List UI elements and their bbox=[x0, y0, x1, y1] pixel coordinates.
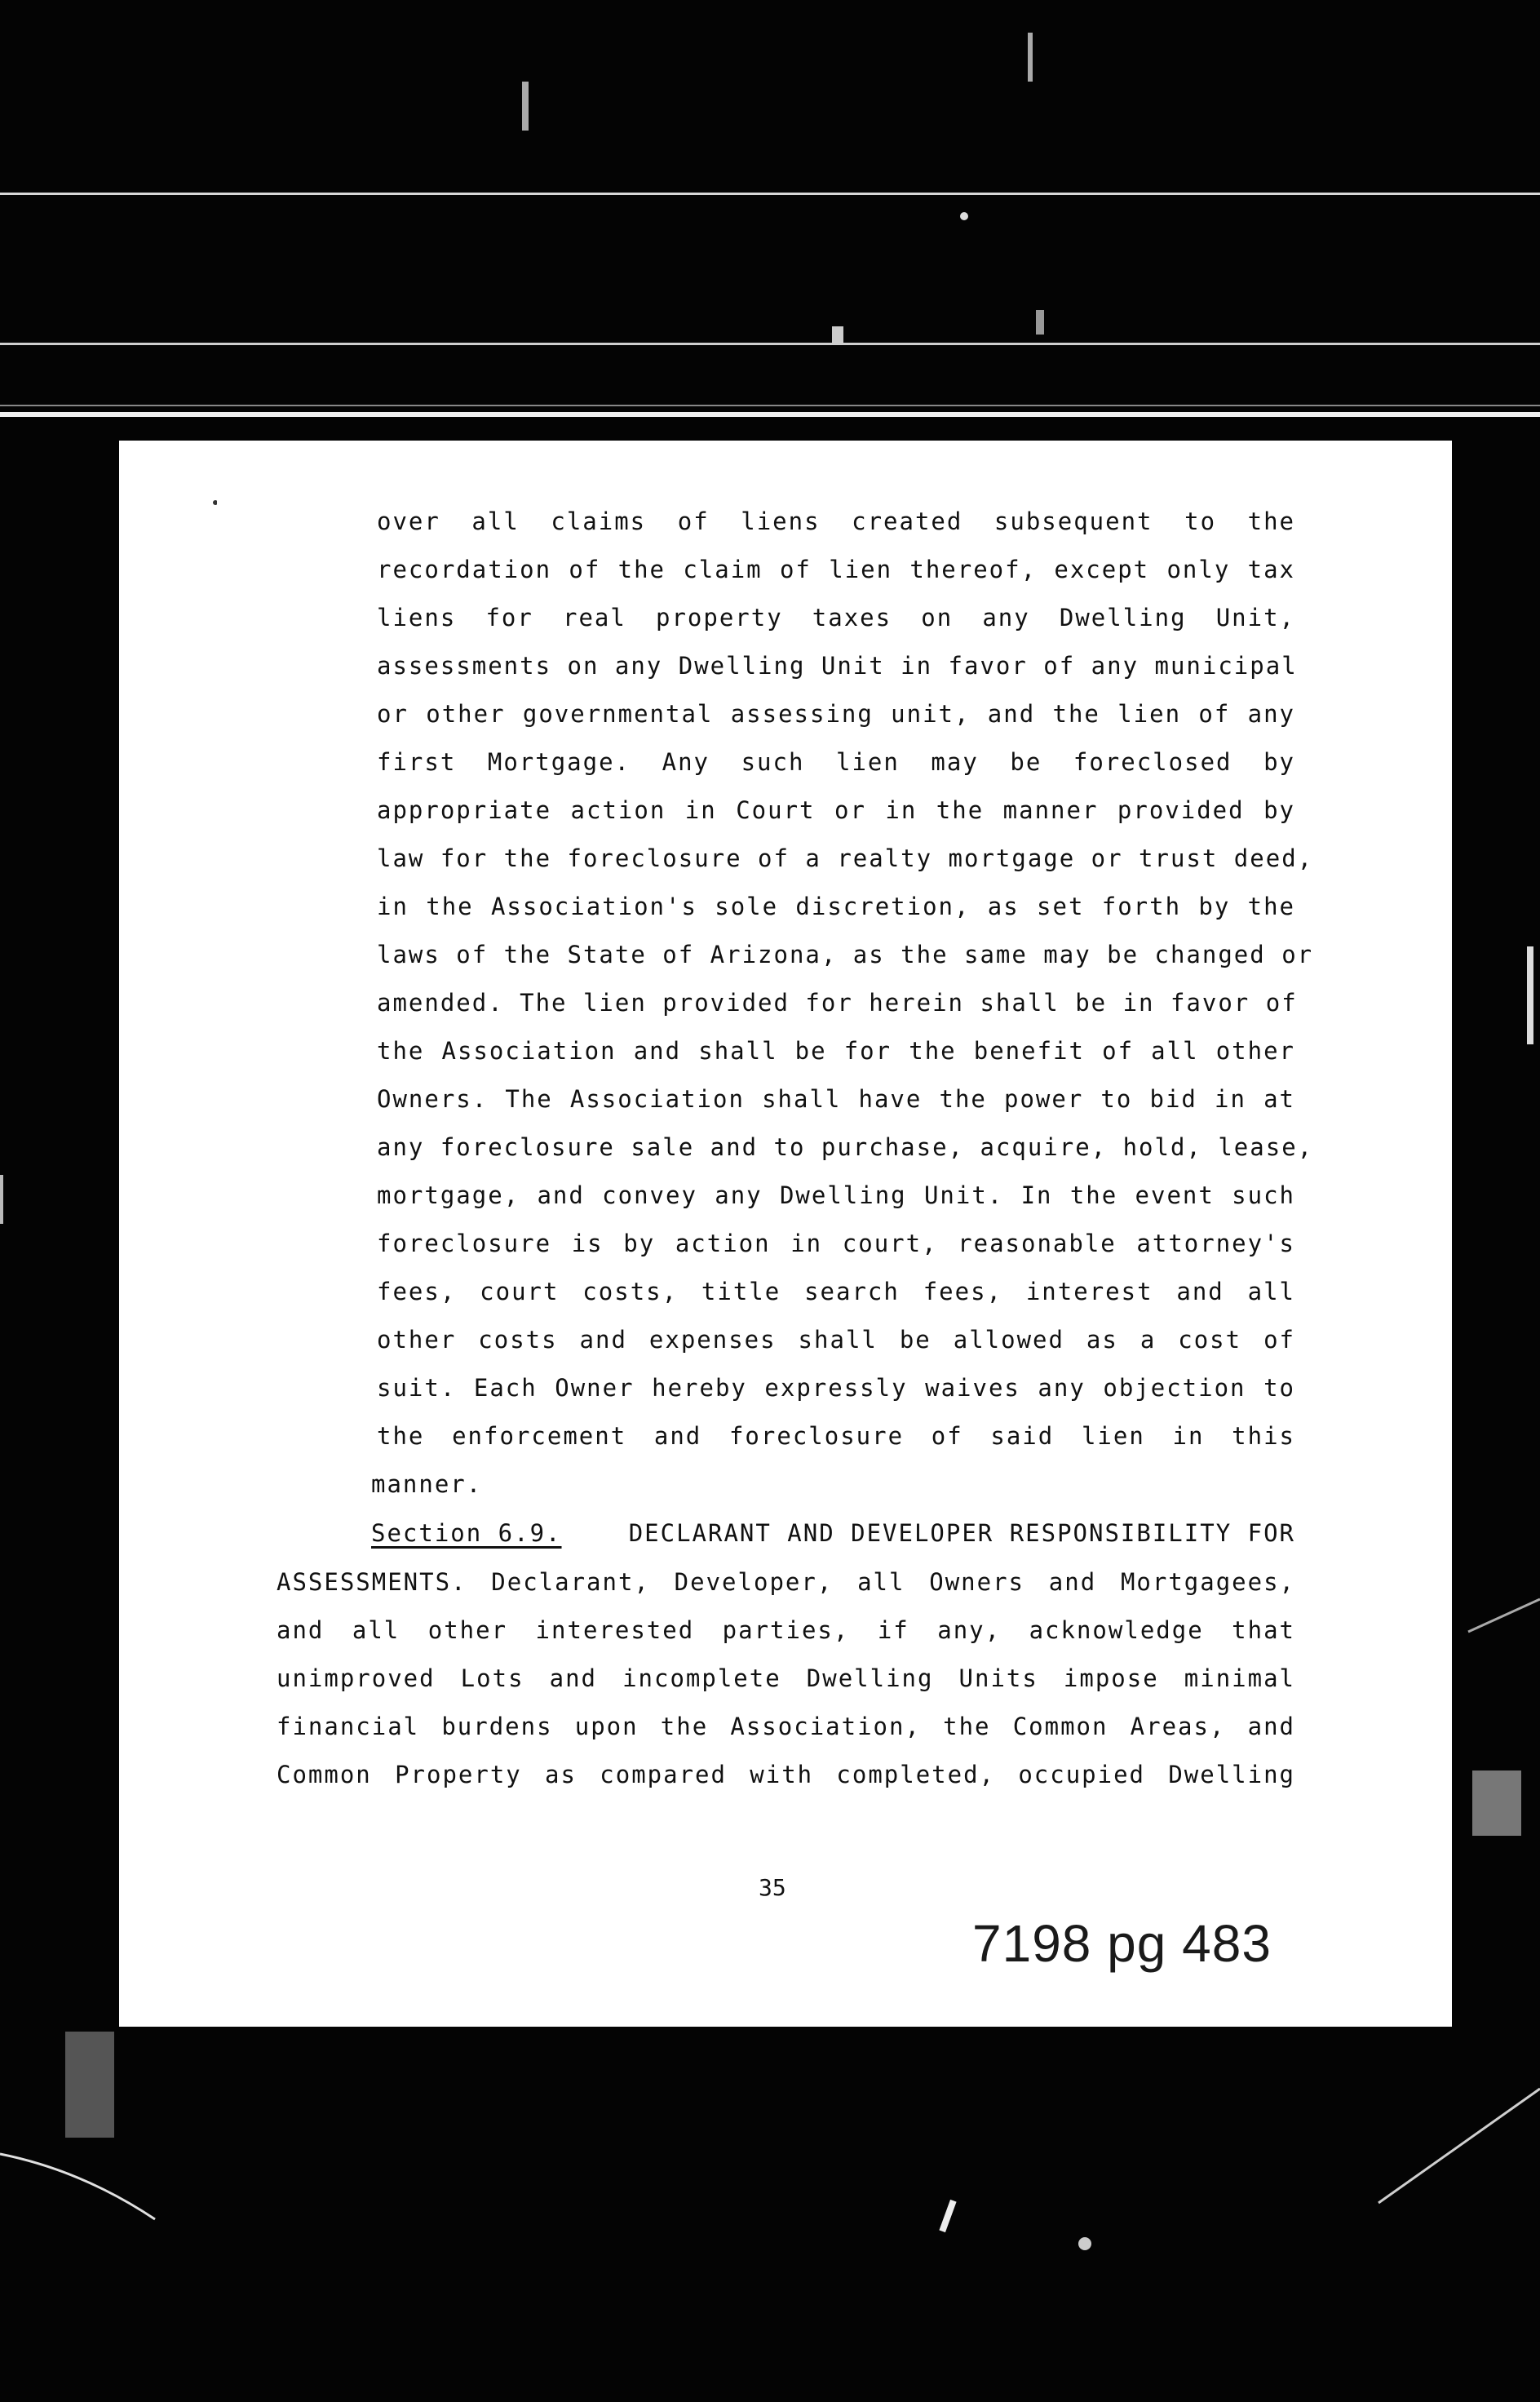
text-line: Common Property as compared with completed, occupied Dwelling bbox=[277, 1761, 1295, 1788]
text-line: liens for real property taxes on any Dwelling Unit, bbox=[377, 604, 1295, 632]
text-line: recordation of the claim of lien thereof, except only tax bbox=[377, 556, 1295, 583]
text-line: Owners. The Association shall have the power to bid in at bbox=[377, 1085, 1295, 1113]
text-line: foreclosure is by action in court, reasonable attorney's bbox=[377, 1230, 1295, 1257]
text-line: or other governmental assessing unit, and the lien of any bbox=[377, 700, 1295, 728]
text-line: financial burdens upon the Association, the Common Areas, and bbox=[277, 1713, 1295, 1740]
text-line: first Mortgage. Any such lien may be foreclosed by bbox=[377, 748, 1295, 776]
text-line: ASSESSMENTS. Declarant, Developer, all Owners and Mortgagees, bbox=[277, 1568, 1295, 1596]
text-line: mortgage, and convey any Dwelling Unit. In the event such bbox=[377, 1181, 1295, 1209]
text-line: appropriate action in Court or in the manner provided by bbox=[377, 796, 1295, 824]
text-line: laws of the State of Arizona, as the same may be changed or bbox=[377, 941, 1314, 968]
text-line: and all other interested parties, if any, acknowledge that bbox=[277, 1616, 1295, 1644]
text-line: over all claims of liens created subsequent to the bbox=[377, 507, 1295, 535]
text-line: other costs and expenses shall be allowed as a cost of bbox=[377, 1326, 1295, 1354]
page-number: 35 bbox=[759, 1874, 786, 1901]
section-heading-line bbox=[371, 1519, 1295, 1547]
margin-specks bbox=[119, 441, 217, 604]
text-line: fees, court costs, title search fees, interest and all bbox=[377, 1278, 1295, 1305]
text-line: any foreclosure sale and to purchase, acquire, hold, lease, bbox=[377, 1133, 1314, 1161]
text-line: suit. Each Owner hereby expressly waives any objection to bbox=[377, 1374, 1295, 1402]
section-heading: DECLARANT AND DEVELOPER RESPONSIBILITY FOR bbox=[628, 1519, 1295, 1547]
recording-stamp: 7198 pg 483 bbox=[972, 1914, 1272, 1973]
text-line: assessments on any Dwelling Unit in favor of any municipal bbox=[377, 652, 1298, 680]
text-line: amended. The lien provided for herein shall be in favor of bbox=[377, 989, 1298, 1017]
text-line: law for the foreclosure of a realty mortgage or trust deed, bbox=[377, 844, 1314, 872]
text-line: the enforcement and foreclosure of said lien in this bbox=[377, 1422, 1295, 1450]
section-label: Section 6.9. bbox=[371, 1519, 562, 1547]
text-line: unimproved Lots and incomplete Dwelling Units impose minimal bbox=[277, 1664, 1295, 1692]
text-line: manner. bbox=[371, 1470, 483, 1498]
text-line: the Association and shall be for the benefit of all other bbox=[377, 1037, 1295, 1065]
text-line: in the Association's sole discretion, as set forth by the bbox=[377, 893, 1295, 920]
